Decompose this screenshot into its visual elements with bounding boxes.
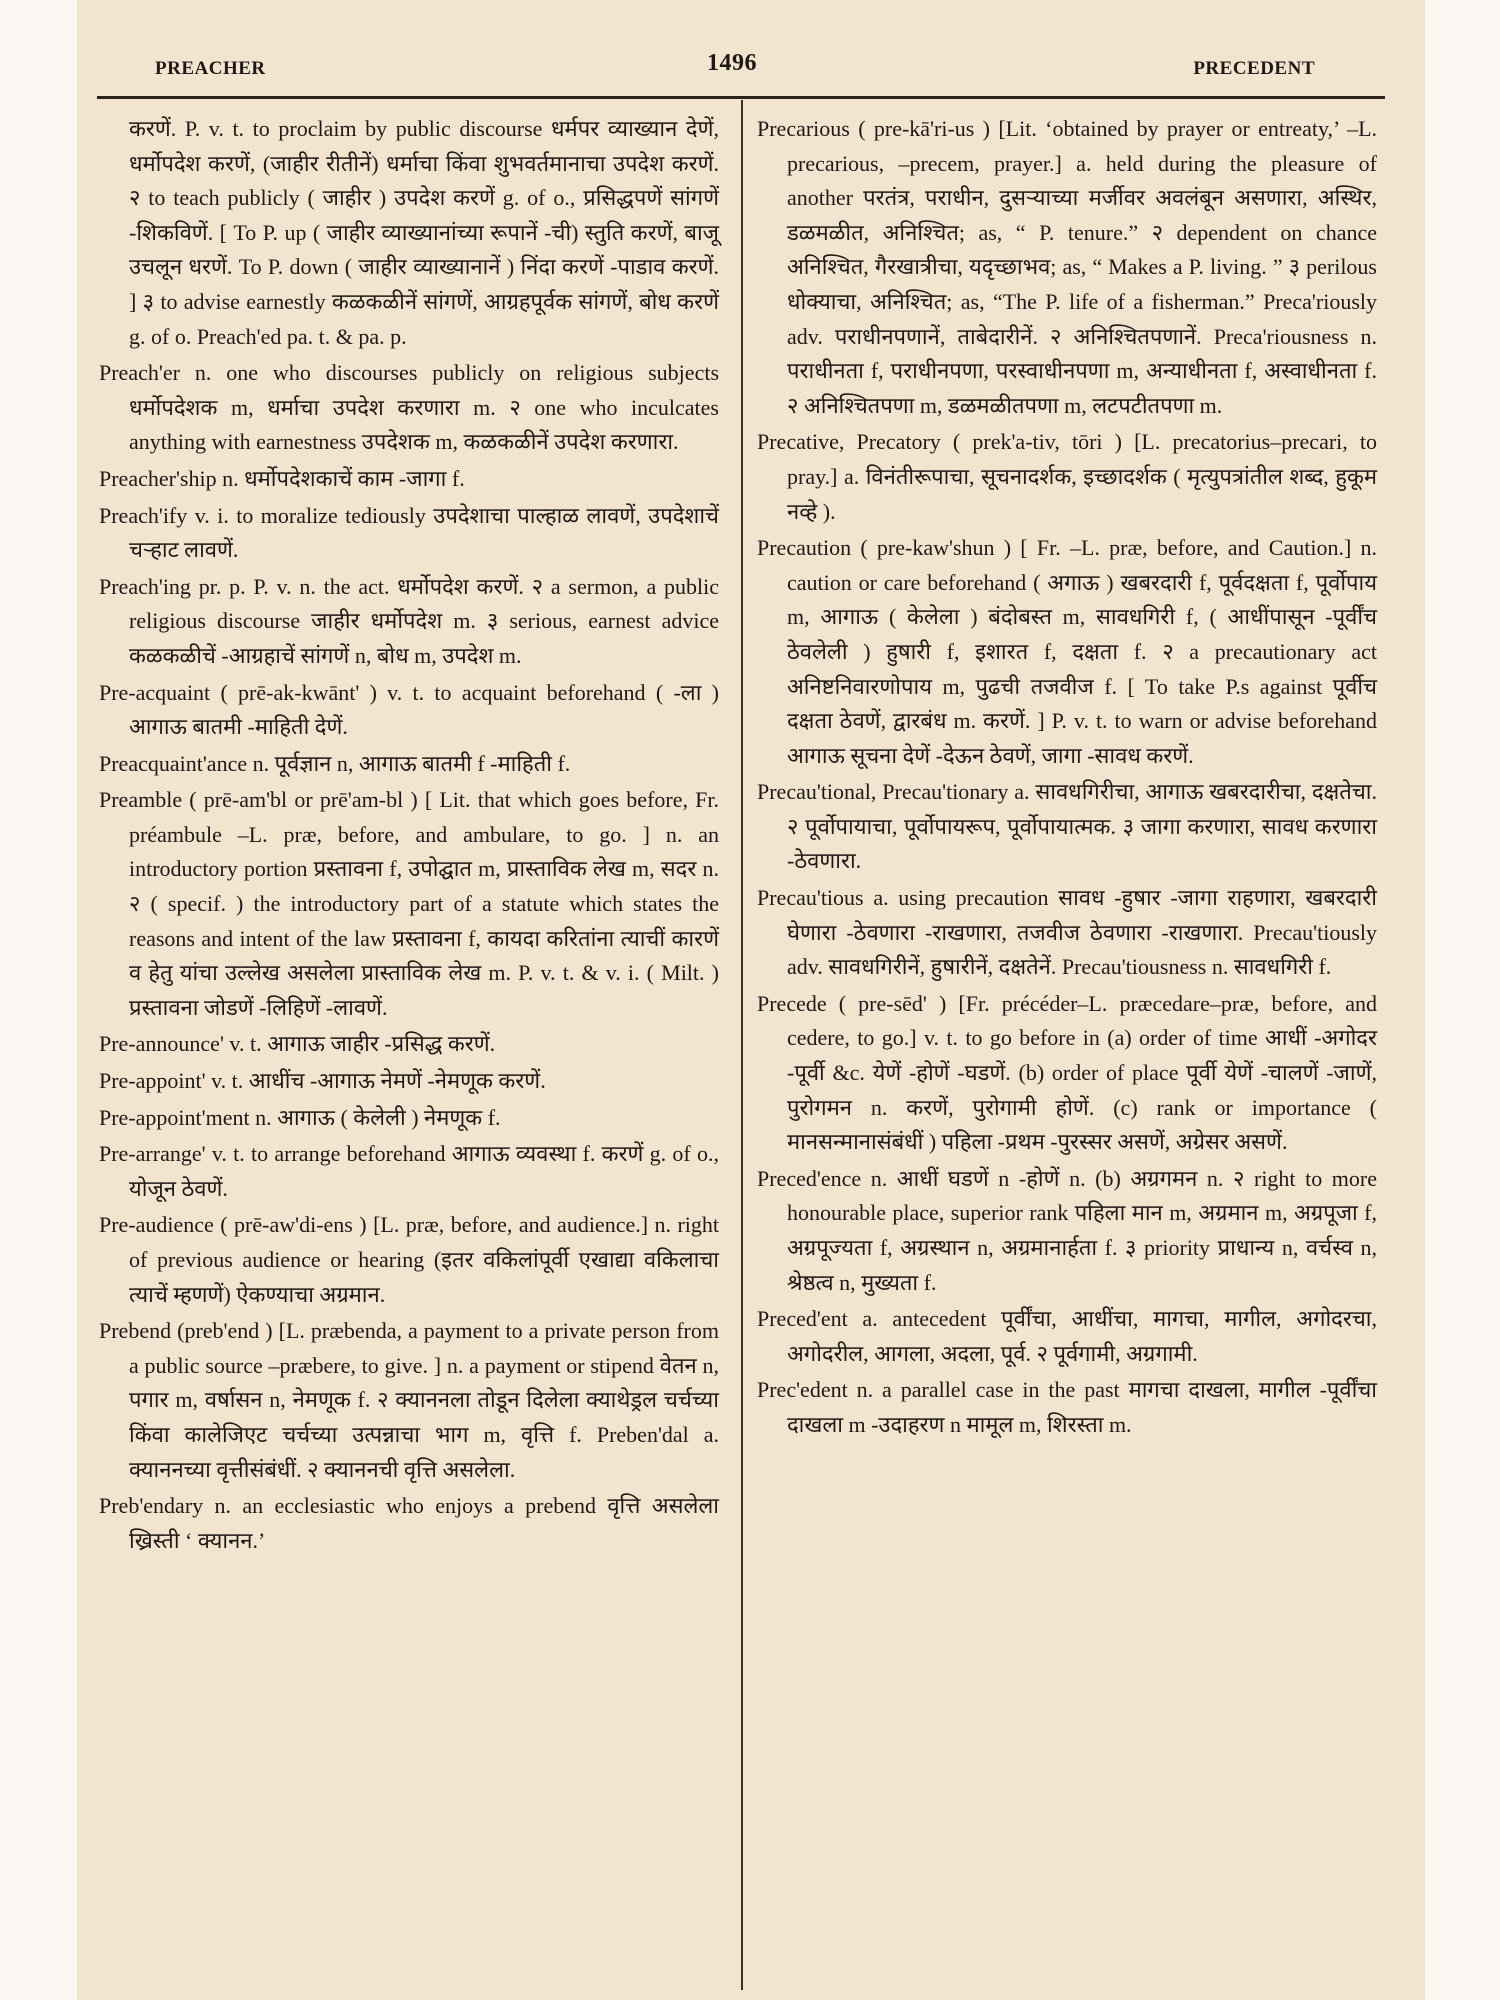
dictionary-entry	[99, 1489, 719, 1558]
dictionary-entry	[757, 1302, 1377, 1371]
entry-definition: n. धर्मोपदेशकाचें काम -जागा f.	[222, 465, 465, 491]
entry-headword: Pre-announce'	[99, 1031, 224, 1057]
entry-headword: Precau'tional, Precau'tionary	[757, 779, 1009, 805]
dictionary-entry	[757, 775, 1377, 879]
running-head-left: PREACHER	[155, 58, 266, 79]
dictionary-entry	[99, 462, 719, 497]
dictionary-entry	[99, 1064, 719, 1099]
entry-headword: Prebend	[99, 1318, 172, 1344]
entry-definition: ( prē-aw'di-ens ) [L. præ, before, and audience.] n. right of previous audience or hearing (इतर वकिलांपूर्वी एखाद्या वकिलाचा त्याचें म्हणणें) ऐकण्याचा अग्रमान.	[129, 1212, 719, 1307]
entry-definition: ( pre-sēd' ) [Fr. précéder–L. præcedare–præ, before, and cedere, to go.] v. t. to go before in (a) order of time आधीं -अगोदर -पूर्वी &c. येणें -होणें -घडणें. (b) order of place पूर्वी येणें -चालणें -जाणें, पुरोगमन n. करणें, पुरोगामी होणें. (c) rank or importance ( मानसन्मानासंबंधीं ) पहिला -प्रथम -पुरस्सर असणें, अग्रेसर असणें.	[787, 990, 1377, 1155]
entry-headword: Precative, Precatory	[757, 429, 941, 455]
entry-headword: Preb'endary	[99, 1493, 204, 1519]
dictionary-entry	[99, 1101, 719, 1136]
dictionary-entry	[99, 499, 719, 568]
entry-definition: n. आधीं घडणें n -होणें n. (b) अग्रगमन n. २ right to more honourable place, superior rank पहिला मान m, अग्रमान m, अग्रपूजा f, अग्रपूज्यता f, अग्रस्थान n, अग्रमानार्हता f. ३ priority प्राधान्य n, वर्चस्व n, श्रेष्ठत्व n, मुख्यता f.	[787, 1165, 1377, 1295]
entry-definition: a. antecedent पूर्वींचा, आधींचा, मागचा, मागील, अगोदरचा, अगोदरील, आगला, अदला, पूर्व. २ पूर्वगामी, अग्रगामी.	[787, 1306, 1377, 1366]
entry-headword: Precau'tious	[757, 885, 864, 911]
entry-headword: Pre-arrange'	[99, 1141, 206, 1167]
entry-headword: Preamble	[99, 787, 183, 813]
entry-definition: n. an ecclesiastic who enjoys a prebend वृत्ति असलेला ख्रिस्ती ‘ क्यानन.’	[129, 1493, 720, 1553]
dictionary-entry	[99, 112, 719, 354]
entry-headword: Preach'ing	[99, 573, 191, 599]
entry-definition: n. आगाऊ ( केलेली ) नेमणूक f.	[255, 1104, 501, 1130]
entry-headword: Preach'ify	[99, 502, 188, 528]
entry-definition: ( prē-am'bl or prē'am-bl ) [ Lit. that which goes before, Fr. préambule –L. præ, before, and ambulare, to go. ] n. an introductory portion प्रस्तावना f, उपोद्घात m, प्रास्ताविक लेख m, सदर n. २ ( specif. ) the introductory part of a statute which states the reasons and intent of the law प्रस्तावना f, कायदा करितांना त्याचीं कारणें व हेतु यांचा उल्लेख असलेला प्रास्ताविक लेख m. P. v. t. & v. i. ( Milt. ) प्रस्तावना जोडणें -लिहिणें -लावणें.	[129, 787, 720, 1020]
entry-headword: Pre-appoint'	[99, 1068, 206, 1094]
column-divider	[741, 100, 743, 1990]
right-column	[757, 112, 1377, 1445]
dictionary-entry	[757, 1373, 1377, 1442]
dictionary-entry	[99, 676, 719, 745]
left-column	[99, 112, 719, 1560]
entry-definition: (preb'end ) [L. præbenda, a payment to a private person from a public source –præbere, to give. ] n. a payment or stipend वेतन n, पगार m, वर्षासन n, नेमणूक f. २ क्याननला तोडून दिलेला क्याथेड्रल चर्चच्या किंवा कालेजिएट चर्चच्या उत्पन्नाचा भाग m, वृत्ति f. Preben'dal a. क्याननच्या वृत्तीसंबंधीं. २ क्याननची वृत्ति असलेला.	[129, 1318, 719, 1482]
entry-definition: v. i. to moralize tediously उपदेशाचा पाल्हाळ लावणें, उपदेशाचें चऱ्हाट लावणें.	[129, 502, 720, 563]
entry-headword: Pre-appoint'ment	[99, 1104, 250, 1130]
entry-definition: ( prē-ak-kwānt' ) v. t. to acquaint beforehand ( -ला ) आगाऊ बातमी -माहिती देणें.	[129, 679, 719, 740]
entry-headword: Precaution	[757, 535, 852, 561]
entry-definition: v. t. आधींच -आगाऊ नेमणें -नेमणूक करणें.	[211, 1068, 546, 1094]
entry-headword: Pre-audience	[99, 1212, 214, 1238]
entry-definition: ( pre-kā'ri-us ) [Lit. ‘obtained by prayer or entreaty,’ –L. precarious, –precem, prayer.] a. held during the pleasure of another परतंत्र, पराधीन, दुसऱ्याच्या मर्जीवर अवलंबून असणारा, अस्थिर, डळमळीत, अनिश्चित; as, “ P. tenure.” २ dependent on chance अनिश्चित, गैरखात्रीचा, यदृच्छाभव; as, “ Makes a P. living. ” ३ perilous धोक्याचा, अनिश्चित; as, “The P. life of a fisherman.” Preca'riously adv. पराधीनपणानें, ताबेदारीनें. २ अनिश्चितपणानें. Preca'riousness n. पराधीनता f, पराधीनपणा, परस्वाधीनपणा m, अन्याधीनता f, अस्वाधीनता f. २ अनिश्चितपणा m, डळमळीतपणा m, लटपटीतपणा m.	[787, 116, 1378, 418]
entry-headword: Preced'ence	[757, 1165, 862, 1191]
header-rule	[97, 96, 1385, 99]
dictionary-entry	[757, 531, 1377, 773]
dictionary-entry	[99, 1027, 719, 1062]
dictionary-entry	[757, 987, 1377, 1160]
entry-headword: Preach'er	[99, 360, 180, 386]
entry-definition: v. t. आगाऊ जाहीर -प्रसिद्ध करणें.	[229, 1031, 496, 1057]
entry-definition: ( pre-kaw'shun ) [ Fr. –L. præ, before, and Caution.] n. caution or care beforehand ( अगाऊ ) खबरदारी f, पूर्वदक्षता f, पूर्वोपाय m, आगाऊ ( केलेला ) बंदोबस्त m, सावधगिरी f, ( आधींपासून -पूर्वींच ठेवलेली ) हुषारी f, इशारत f, दक्षता f. २ a precautionary act अनिष्टनिवारणोपाय m, पुढची तजवीज f. [ To take P.s against पूर्वीच दक्षता ठेवणें, द्वारबंध m. करणें. ] P. v. t. to warn or advise beforehand आगाऊ सूचना देणें -देऊन ठेवणें, जागा -सावध करणें.	[787, 535, 1378, 768]
entry-definition: pr. p. P. v. n. the act. धर्मोपदेश करणें. २ a sermon, a public religious discourse जाहीर धर्मोपदेश m. ३ serious, earnest advice कळकळीचें -आग्रहाचें सांगणें n, बोध m, उपदेश m.	[129, 573, 720, 668]
page-number: 1496	[707, 50, 757, 76]
entry-headword: Precarious	[757, 116, 850, 141]
dictionary-entry	[99, 1314, 719, 1487]
entry-headword: Preacquaint'ance	[99, 750, 248, 776]
dictionary-entry	[99, 570, 719, 674]
entry-headword: Preced'ent	[757, 1306, 848, 1332]
entry-headword: Pre-acquaint	[99, 679, 211, 705]
entry-definition: a. using precaution सावध -हुषार -जागा राहणारा, खबरदारी घेणारा -ठेवणारा -राखणारा, तजवीज ठेवणारा -राखणारा. Precau'tiously adv. सावधगिरीनें, हुषारीनें, दक्षतेनें. Precau'tiousness n. सावधगिरी f.	[787, 885, 1377, 980]
entry-definition: n. one who discourses publicly on religious subjects धर्मोपदेशक m, धर्माचा उपदेश करणारा m. २ one who inculcates anything with earnestness उपदेशक m, कळकळीनें उपदेश करणारा.	[129, 360, 720, 455]
running-head-right: PRECEDENT	[1193, 58, 1315, 79]
entry-definition: n. a parallel case in the past मागचा दाखला, मागील -पूर्वींचा दाखला m -उदाहरण n मामूल m, शिरस्ता m.	[787, 1377, 1377, 1437]
dictionary-entry	[99, 1137, 719, 1206]
dictionary-page	[77, 0, 1425, 2000]
entry-definition: n. पूर्वज्ञान n, आगाऊ बातमी f -माहिती f.	[252, 750, 571, 776]
dictionary-entry	[99, 1208, 719, 1312]
entry-headword: Prec'edent	[757, 1377, 848, 1403]
dictionary-entry	[99, 783, 719, 1025]
dictionary-entry	[757, 112, 1377, 423]
entry-definition: ( prek'a-tiv, tōri ) [L. precatorius–precari, to pray.] a. विनंतीरूपाचा, सूचनादर्शक, इच्छादर्शक ( मृत्युपत्रांतील शब्द, हुकूम नव्हे ).	[787, 429, 1378, 524]
dictionary-entry	[757, 1162, 1377, 1300]
dictionary-entry	[757, 425, 1377, 529]
dictionary-entry	[757, 881, 1377, 985]
entry-definition: करणें. P. v. t. to proclaim by public discourse धर्मपर व्याख्यान देणें, धर्मोपदेश करणें, (जाहीर रीतीनें) धर्माचा किंवा शुभवर्तमानाचा उपदेश करणें. २ to teach publicly ( जाहीर ) उपदेश करणें g. of o., प्रसिद्धपणें सांगणें -शिकविणें. [ To P. up ( जाहीर व्याख्यानांच्या रूपानें -ची) स्तुति करणें, बाजू उचलून धरणें. To P. down ( जाहीर व्याख्यानानें ) निंदा करणें -पाडाव करणें. ] ३ to advise earnestly कळकळीनें सांगणें, आग्रहपूर्वक सांगणें, बोध करणें g. of o. Preach'ed pa. t. & pa. p.	[129, 116, 719, 349]
entry-definition: a. सावधगिरीचा, आगाऊ खबरदारीचा, दक्षतेचा. २ पूर्वोपायाचा, पूर्वोपायरूप, पूर्वोपायात्मक. ३ जागा करणारा, सावध करणारा -ठेवणारा.	[787, 779, 1377, 874]
dictionary-entry	[99, 356, 719, 460]
entry-definition: v. t. to arrange beforehand आगाऊ व्यवस्था f. करणें g. of o., योजून ठेवणें.	[129, 1141, 720, 1201]
entry-headword: Preacher'ship	[99, 465, 217, 491]
entry-headword: Precede	[757, 990, 827, 1016]
dictionary-entry	[99, 747, 719, 782]
